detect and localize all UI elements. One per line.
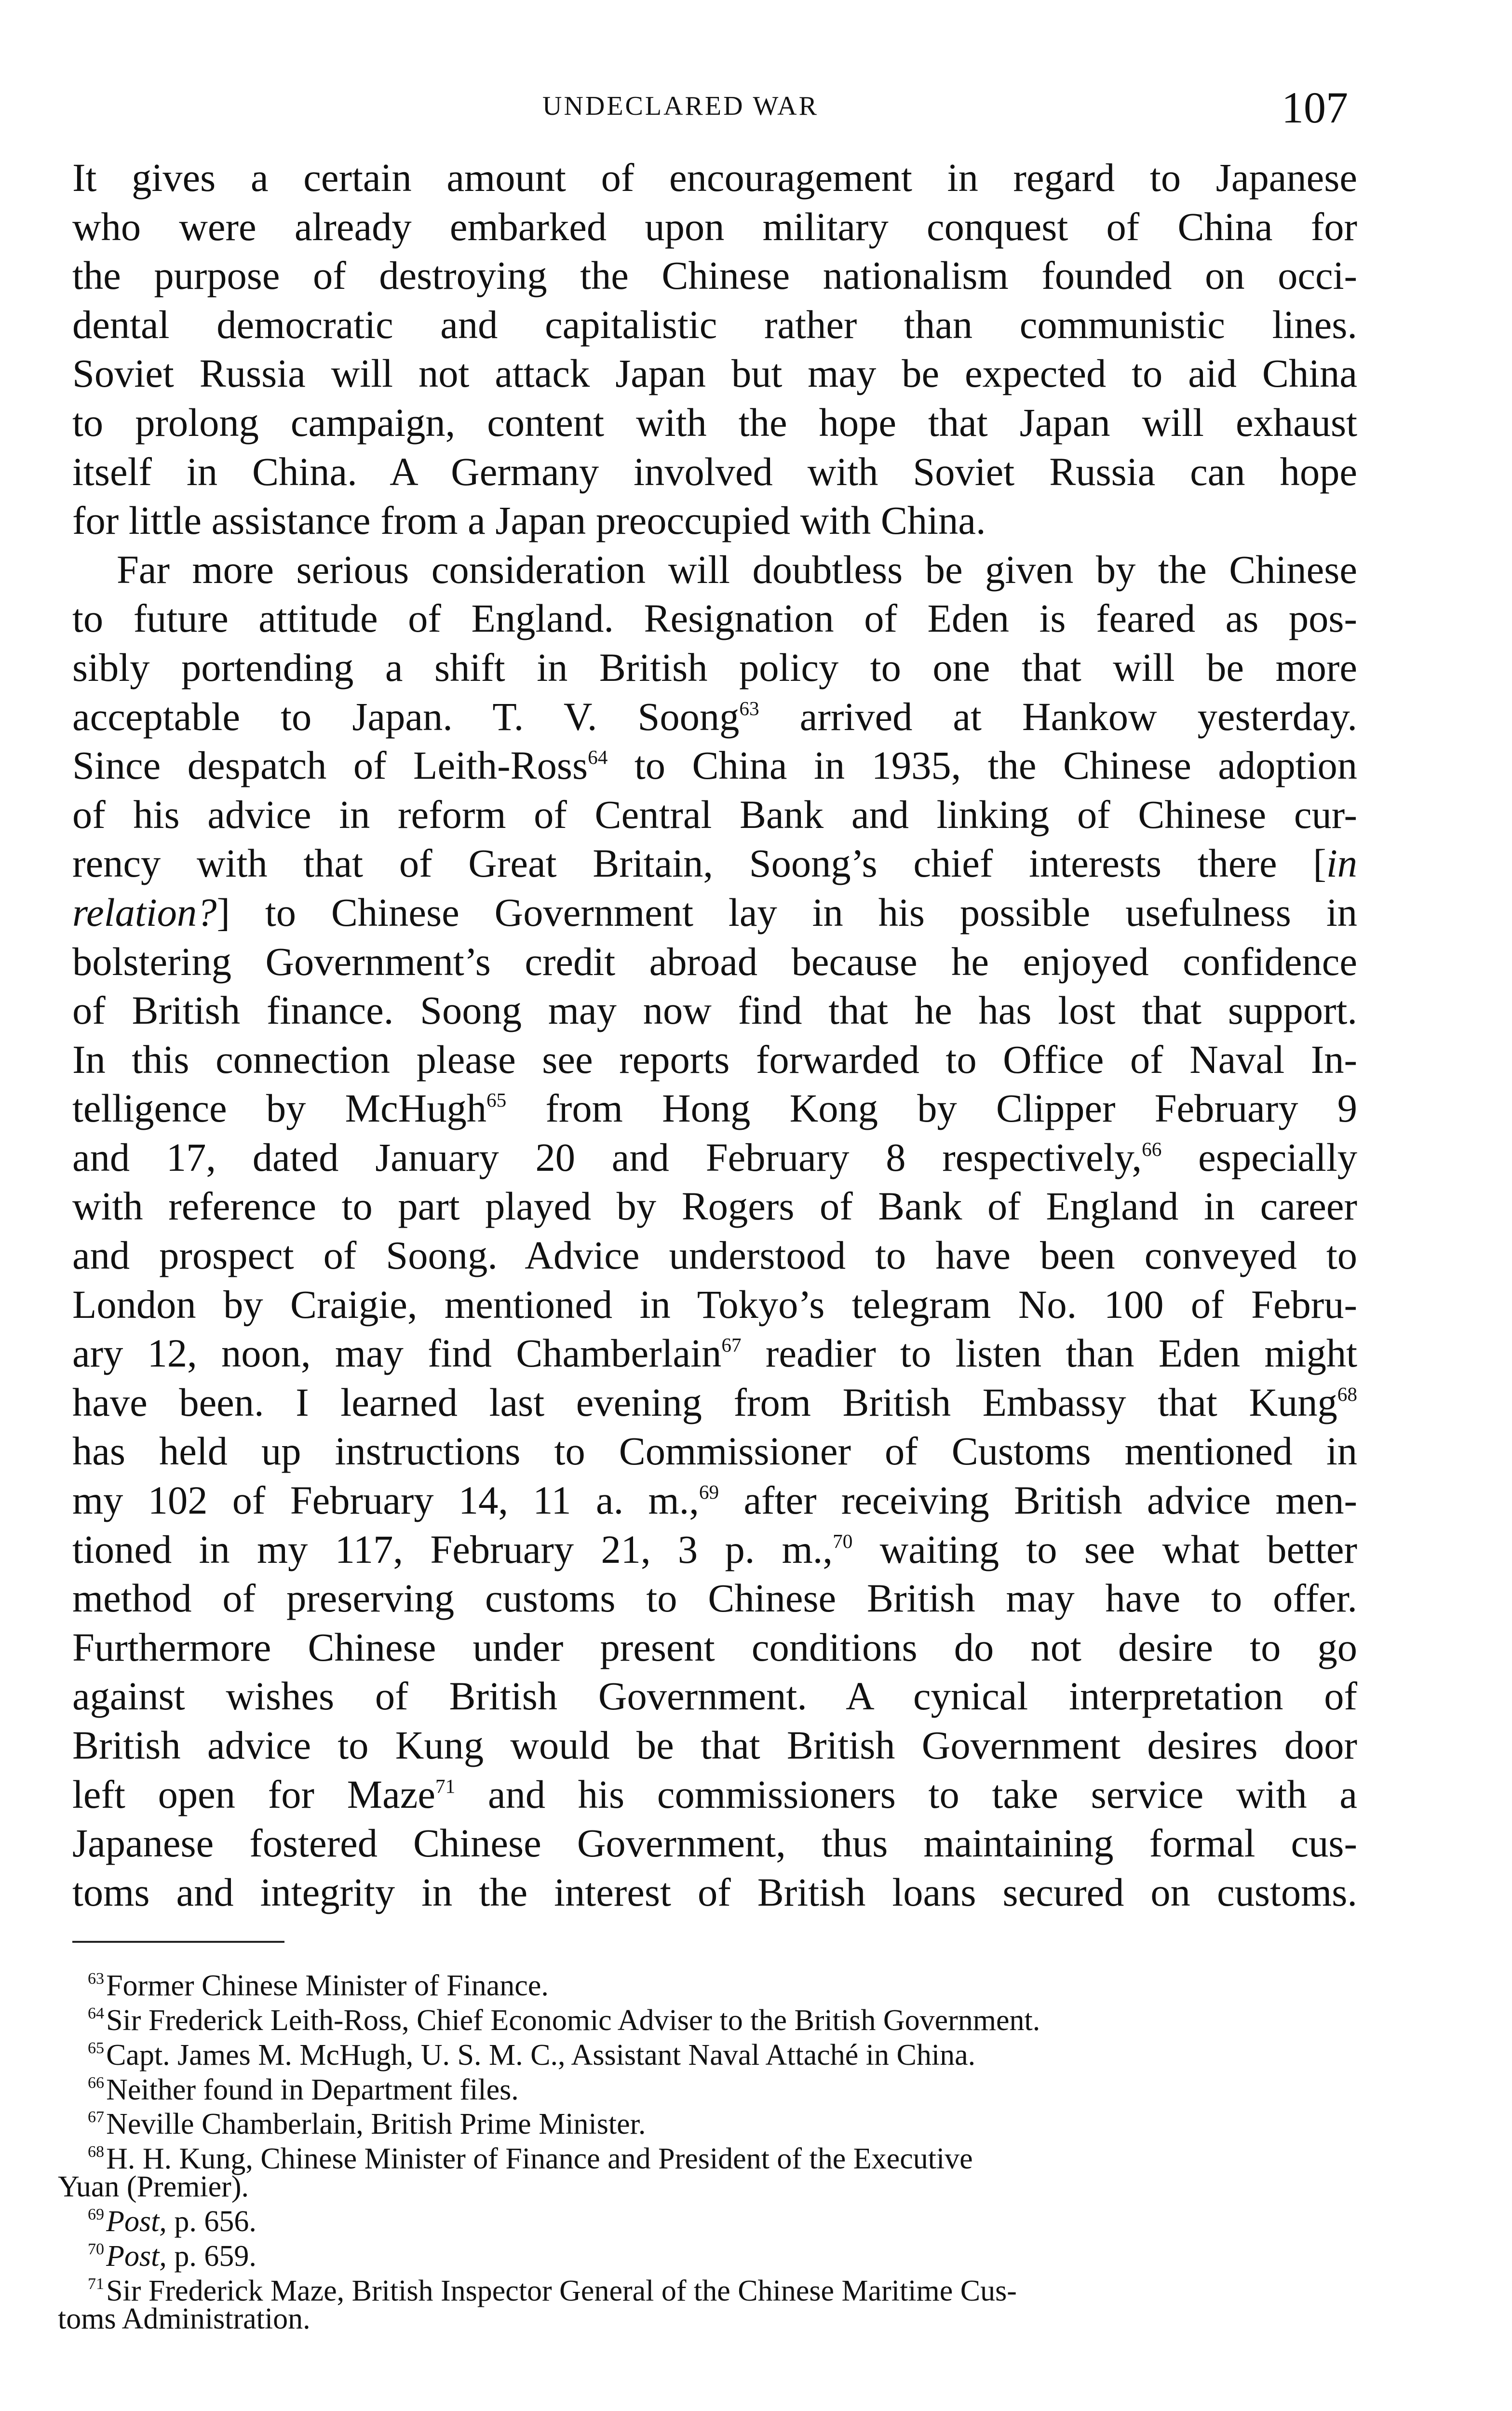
text-line: against wishes of British Government. A cynical interpretation of [72, 1674, 1357, 1719]
footnote-text: Neville Chamberlain, British Prime Minister. [106, 2108, 646, 2141]
footnote [58, 1965, 1357, 2000]
italic-text: in [1326, 841, 1357, 886]
footnote-ref: 70 [833, 1530, 853, 1552]
text-line: the purpose of destroying the Chinese nationalism founded on occi- [72, 253, 1357, 298]
page-number: 107 [1282, 83, 1348, 132]
text-line: London by Craigie, mentioned in Tokyo’s telegram No. 100 of Febru- [72, 1282, 1357, 1327]
running-header [0, 83, 1512, 139]
text-span: especially [1161, 1135, 1357, 1179]
footnote-text: Sir Frederick Leith-Ross, Chief Economic Adviser to the British Government. [106, 2004, 1040, 2037]
footnote [58, 2270, 1357, 2305]
text-line: itself in China. A Germany involved with Soviet Russia can hope [72, 449, 1357, 494]
footnote-divider [72, 1941, 284, 1943]
text-line: toms and integrity in the interest of British loans secured on customs. [72, 1869, 1357, 1914]
footnote-number: 70 [88, 2240, 105, 2259]
footnote-number: 67 [88, 2108, 105, 2127]
text-span: ary 12, noon, may find Chamberlain [72, 1331, 722, 1376]
footnote-ref: 67 [721, 1334, 742, 1356]
text-line: British advice to Kung would be that British Government desires door [72, 1723, 1357, 1767]
text-line [72, 1476, 1357, 1525]
italic-text: relation? [72, 890, 217, 935]
text-line: Furthermore Chinese under present conditions do not desire to go [72, 1625, 1357, 1669]
text-span: waiting to see what better [852, 1527, 1357, 1571]
text-line: and prospect of Soong. Advice understood to have been conveyed to [72, 1233, 1357, 1278]
text-span: and 17, dated January 20 and February 8 respectively, [72, 1135, 1142, 1179]
footnote [58, 2138, 1357, 2176]
italic-text: Post, [106, 2239, 167, 2273]
footnote-ref: 64 [588, 746, 608, 769]
body-text [72, 153, 1357, 1917]
text-line: method of preserving customs to Chinese British may have to offer. [72, 1576, 1357, 1621]
footnote-number: 66 [88, 2073, 105, 2092]
text-span: left open for Maze [72, 1772, 435, 1816]
text-line: for little assistance from a Japan preoccupied with China. [72, 498, 986, 543]
text-line: sibly portending a shift in British policy to one that will be more [72, 645, 1357, 690]
footnote-number: 71 [88, 2275, 105, 2293]
footnote-ref: 71 [435, 1774, 456, 1797]
text-line: with reference to part played by Rogers of Bank of England in career [72, 1184, 1357, 1229]
footnote [58, 2103, 1357, 2141]
text-span: my 102 of February 14, 11 a. m., [72, 1478, 699, 1523]
text-line: dental democratic and capitalistic rather than communistic lines. [72, 302, 1357, 347]
text-line: Far more serious consideration will doubtless be given by the Chinese [117, 547, 1357, 592]
footnote-ref: 69 [699, 1481, 719, 1503]
text-span: rency with that of Great Britain, Soong’s chief interests there [ [72, 841, 1326, 886]
text-line [72, 1378, 1357, 1427]
text-line: In this connection please see reports forwarded to Office of Naval In- [72, 1037, 1357, 1082]
footnote [58, 2000, 1357, 2037]
text-span: Since despatch of Leith-Ross [72, 743, 588, 788]
text-span: and his commissioners to take service with a [455, 1772, 1357, 1816]
text-span: to China in 1935, the Chinese adoption [608, 743, 1357, 788]
footnote-number: 65 [88, 2039, 105, 2057]
text-line [72, 692, 1357, 742]
text-line [72, 741, 1357, 790]
footnote-text: Capt. James M. McHugh, U. S. M. C., Assistant Naval Attaché in China. [106, 2038, 976, 2072]
footnote [58, 2034, 1357, 2072]
text-line: Soviet Russia will not attack Japan but may be expected to aid China [72, 351, 1357, 396]
footnote [58, 2069, 1357, 2104]
footnote-number: 68 [88, 2143, 105, 2161]
footnote-number: 64 [88, 2004, 105, 2022]
text-span: readier to listen than Eden might [741, 1331, 1357, 1376]
footnote-ref: 65 [486, 1089, 507, 1111]
footnote-text: p. 659. [166, 2239, 256, 2273]
footnote-text: Neither found in Department files. [106, 2073, 519, 2106]
text-span: tioned in my 117, February 21, 3 p. m., [72, 1527, 833, 1571]
text-line [72, 1525, 1357, 1574]
text-line [72, 839, 1357, 888]
text-span: from Hong Kong by Clipper February 9 [506, 1086, 1357, 1131]
footnote-text: H. H. Kung, Chinese Minister of Finance and President of the Executive [106, 2142, 973, 2176]
text-line [72, 1329, 1357, 1378]
text-line: has held up instructions to Commissioner of Customs mentioned in [72, 1429, 1357, 1474]
footnote-text: Sir Frederick Maze, British Inspector General of the Chinese Maritime Cus- [106, 2274, 1017, 2307]
text-span: after receiving British advice men- [719, 1478, 1357, 1523]
text-line: Japanese fostered Chinese Government, thus maintaining formal cus- [72, 1821, 1357, 1866]
text-line [72, 888, 1357, 937]
text-line: It gives a certain amount of encouragement in regard to Japanese [72, 155, 1357, 200]
running-title: UNDECLARED WAR [542, 91, 819, 121]
text-span: acceptable to Japan. T. V. Soong [72, 694, 740, 739]
text-span: arrived at Hankow yesterday. [759, 694, 1357, 739]
footnote-number: 69 [88, 2206, 105, 2224]
text-line [72, 1133, 1357, 1182]
footnote-ref: 66 [1142, 1138, 1162, 1160]
text-line: bolstering Government’s credit abroad because he enjoyed confidence [72, 939, 1357, 984]
footnote-continuation: toms Administration. [58, 2302, 310, 2335]
footnote-text: p. 656. [166, 2205, 256, 2238]
text-line [72, 1770, 1357, 1819]
footnotes [58, 1965, 1357, 2333]
footnote-text: Former Chinese Minister of Finance. [106, 1969, 549, 2002]
footnote [58, 2201, 1357, 2238]
text-span: ] to Chinese Government lay in his possible usefulness in [216, 890, 1357, 935]
footnote-continuation: Yuan (Premier). [58, 2170, 249, 2204]
text-line: to prolong campaign, content with the hope that Japan will exhaust [72, 400, 1357, 445]
text-line [72, 1084, 1357, 1133]
text-line: who were already embarked upon military conquest of China for [72, 204, 1357, 249]
text-span: telligence by McHugh [72, 1086, 486, 1131]
text-span: have been. I learned last evening from British Embassy that Kung [72, 1380, 1337, 1424]
text-line: of British finance. Soong may now find that he has lost that support. [72, 988, 1357, 1033]
footnote-ref: 68 [1337, 1382, 1357, 1405]
text-line: to future attitude of England. Resignation of Eden is feared as pos- [72, 596, 1357, 641]
footnote [58, 2235, 1357, 2273]
italic-text: Post, [106, 2205, 167, 2238]
footnote-number: 63 [88, 1970, 105, 1988]
text-line: of his advice in reform of Central Bank and linking of Chinese cur- [72, 792, 1357, 837]
footnote-ref: 63 [739, 697, 759, 719]
